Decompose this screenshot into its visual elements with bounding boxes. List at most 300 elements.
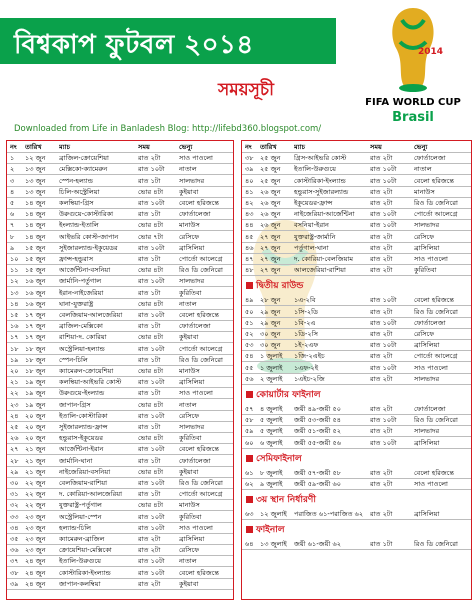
cell-col-3: রাত ১০টা xyxy=(138,165,165,174)
table-row xyxy=(7,265,233,276)
cell-col-4: ভেন্যু xyxy=(179,143,193,151)
cell-col-1: ২১ জুন xyxy=(25,456,46,465)
cell-col-4: মানাউস xyxy=(179,367,200,375)
table-row xyxy=(242,254,471,265)
cell-col-2: জয়ী ৫৫-জয়ী ৫৬ xyxy=(294,438,342,447)
cell-col-3: রাত ১০টা xyxy=(370,296,397,305)
table-row xyxy=(7,332,233,343)
cell-col-2: কলম্বিয়া-গ্রিস xyxy=(59,199,94,207)
svg-text:2014: 2014 xyxy=(418,47,444,57)
cell-col-0: ২৮ xyxy=(10,456,19,465)
cell-col-1: ৫ জুলাই xyxy=(260,416,283,425)
cell-col-0: ৩৭ xyxy=(10,557,19,566)
table-row xyxy=(242,232,471,243)
cell-col-2: জাপান-গ্রিস xyxy=(59,400,91,409)
cell-col-2: উরুগুয়ে-ইংল্যান্ড xyxy=(59,389,105,398)
cell-col-0: ১৩ xyxy=(10,288,19,297)
cell-col-1: ১৪ জুন xyxy=(25,232,46,241)
fifa-world-cup-logo xyxy=(358,2,468,126)
cell-col-1: ১৫ জুন xyxy=(25,255,46,263)
cell-col-0: ৩০ xyxy=(10,479,19,487)
cell-col-3: ভোর ৭টা xyxy=(138,232,164,241)
source-note: Downloaded from Life in Banladesh Blog: http://lifebd360.blogspot.com/ xyxy=(14,124,322,134)
cell-col-3: রাত ২টা xyxy=(370,154,393,163)
cell-col-0: ৩৫ xyxy=(10,535,19,543)
cell-col-2: ক্রোয়েশিয়া-মেক্সিকো xyxy=(59,546,112,555)
cell-col-4: রিও ডি জেনিরো xyxy=(414,416,458,425)
cell-col-4: সাও পাওলো xyxy=(414,255,448,263)
cell-col-4: ভেন্যু xyxy=(414,143,428,151)
cell-col-0: ৪৪ xyxy=(245,221,254,230)
cell-col-0: ৪৯ xyxy=(245,296,254,305)
cell-col-2: বেলজিয়াম-আলজেরিয়া xyxy=(59,311,123,319)
cell-col-1: ১৬ জুন xyxy=(25,288,46,297)
cell-col-2: ১বি-২এ xyxy=(294,318,316,327)
cell-col-3: রাত ১০টা xyxy=(138,378,165,387)
cell-col-3: রাত ১টা xyxy=(138,176,161,185)
cell-col-1: ২১ জুন xyxy=(25,445,46,454)
cell-col-0: ২৩ xyxy=(10,400,19,409)
cell-col-0: ২৯ xyxy=(10,467,19,476)
cell-col-3: রাত ২টা xyxy=(370,427,393,436)
cell-col-4: বেলো হরিজন্তে xyxy=(179,445,219,454)
cell-col-2: ইতালি-কোস্টারিকা xyxy=(59,411,108,420)
cell-col-4: ফোর্তালেজা xyxy=(414,405,446,413)
cell-col-4: ফোর্তালেজা xyxy=(179,210,211,219)
cell-col-3: রাত ২টা xyxy=(370,405,393,413)
cell-col-4: সাও পাওলো xyxy=(179,523,213,532)
cell-col-1: ১২ জুলাই xyxy=(260,510,287,519)
svg-text:FIFA WORLD CUP: FIFA WORLD CUP xyxy=(365,97,461,108)
table-row xyxy=(7,545,233,556)
cell-col-2: হন্ডুরাস-সুইজারল্যান্ড xyxy=(294,187,349,196)
cell-col-0: ৩৪ xyxy=(10,523,19,532)
table-row xyxy=(7,187,233,198)
table-row xyxy=(7,299,233,310)
cell-col-4: মানাউস xyxy=(414,187,435,196)
section-heading: ফাইনাল xyxy=(246,524,285,536)
cell-col-4: বেলো হরিজন্তে xyxy=(179,568,219,577)
cell-col-3: ভোর ৪টা xyxy=(138,333,164,342)
cell-col-2: স্পেন-চিলি xyxy=(59,355,88,364)
cell-col-0: ১৮ xyxy=(10,344,19,353)
cell-col-1: ২০ জুন xyxy=(25,411,46,420)
cell-col-3: রাত ২টা xyxy=(370,352,393,361)
table-row xyxy=(242,295,471,306)
cell-col-2: আইভরি কোস্ট-জাপান xyxy=(59,232,119,241)
cell-col-3: রাত ২টা xyxy=(138,154,161,163)
cell-col-4: বেলো হরিজন্তে xyxy=(179,199,219,207)
cell-col-1: ১৩ জুন xyxy=(25,165,46,174)
cell-col-0: ৭ xyxy=(10,221,15,230)
table-row xyxy=(242,307,471,318)
cell-col-0: ৬০ xyxy=(245,438,254,447)
cell-col-4: রিও ডি জেনিরো xyxy=(179,266,223,275)
cell-col-1: ৯ জুলাই xyxy=(260,480,283,488)
cell-col-4: সালভাদর xyxy=(179,423,205,431)
cell-col-2: রাশিয়া-দ. কোরিয়া xyxy=(59,333,107,342)
cell-col-0: ২৬ xyxy=(10,434,19,443)
cell-col-2: হল্যান্ড-চিলি xyxy=(59,523,92,532)
cell-col-2: ১এ-২বি xyxy=(294,296,316,305)
table-row xyxy=(7,310,233,321)
cell-col-2: দ. কোরিয়া-বেলজিয়াম xyxy=(294,255,354,263)
cell-col-2: ক্যামেরুন-ক্রোয়েশিয়া xyxy=(59,367,114,375)
table-row xyxy=(7,243,233,254)
cell-col-1: ২৪ জুন xyxy=(25,579,46,588)
table-row xyxy=(7,220,233,231)
svg-text:Brasil: Brasil xyxy=(392,110,434,125)
cell-col-3: রাত ২টা xyxy=(138,535,161,543)
cell-col-3: রাত ১টা xyxy=(138,456,161,465)
cell-col-2: ইতালি-উরুগুয়ে xyxy=(59,557,102,566)
cell-col-3: রাত ২টা xyxy=(370,266,393,275)
cell-col-0: ৩১ xyxy=(10,490,19,499)
cell-col-0: ৫৫ xyxy=(245,363,254,372)
cell-col-1: ২৪ জুন xyxy=(25,557,46,566)
cell-col-3: রাত ২টা xyxy=(370,374,393,383)
cell-col-1: ২৬ জুন xyxy=(260,199,281,207)
cell-col-4: কুরিতিবা xyxy=(179,288,202,297)
cell-col-3: ভোর ৪টা xyxy=(138,367,164,375)
cell-col-0: ৪ xyxy=(10,187,15,196)
cell-col-2: অস্ট্রেলিয়া-হল্যান্ড xyxy=(59,344,105,353)
cell-col-1: ১২ জুন xyxy=(25,154,46,163)
cell-col-4: বেলো হরিজন্তে xyxy=(414,468,454,477)
cell-col-1: ২৪ জুন xyxy=(25,568,46,577)
cell-col-3: রাত ১০টা xyxy=(138,344,165,353)
cell-col-3: রাত ১০টা xyxy=(370,416,397,425)
cell-col-4: সালভাদর xyxy=(414,374,440,383)
cell-col-2: আর্জেন্টিনা-ইরান xyxy=(59,445,104,454)
cell-col-3: রাত ১০টা xyxy=(138,557,165,566)
cell-col-3: রাত ১০টা xyxy=(370,438,397,447)
cell-col-2: ফ্রান্স-হন্ডুরাস xyxy=(59,255,94,263)
cell-col-4: নাতাল xyxy=(179,299,197,308)
table-row xyxy=(242,426,471,437)
cell-col-3: ভোর ৪টা xyxy=(138,187,164,196)
cell-col-3: রাত ২টা xyxy=(370,510,393,519)
cell-col-0: নং xyxy=(245,143,252,151)
cell-col-0: ৫৯ xyxy=(245,427,254,436)
table-row xyxy=(7,500,233,511)
table-row xyxy=(242,374,471,385)
cell-col-0: ২৪ xyxy=(10,411,19,420)
cell-col-4: কুইয়াবা xyxy=(179,187,199,196)
cell-col-1: ১৬ জুন xyxy=(25,277,46,286)
cell-col-2: জার্মানি-পর্তুগাল xyxy=(59,277,102,286)
cell-col-1: ২৫ জুন xyxy=(260,154,281,163)
cell-col-1: ২৩ জুন xyxy=(25,523,46,532)
cell-col-1: ১৪ জুন xyxy=(25,199,46,207)
table-row xyxy=(242,479,471,490)
cell-col-1: ১৭ জুন xyxy=(25,311,46,319)
cell-col-0: ৪১ xyxy=(245,187,254,196)
table-row xyxy=(7,344,233,355)
cell-col-2: ইরান-নাইজেরিয়া xyxy=(59,288,104,297)
cell-col-1: ১৯ জুন xyxy=(25,389,46,398)
table-row xyxy=(7,456,233,467)
cell-col-4: মানাউস xyxy=(179,221,200,230)
cell-col-0: ৪২ xyxy=(245,199,254,207)
table-row xyxy=(7,422,233,433)
cell-col-1: ১৩ জুন xyxy=(25,176,46,185)
cell-col-4: ফোর্তালেজা xyxy=(179,456,211,465)
cell-col-4: ব্রাসিলিয়া xyxy=(414,438,440,447)
cell-col-3: রাত ২টা xyxy=(370,468,393,477)
cell-col-4: রিও ডি জেনিরো xyxy=(414,199,458,207)
cell-col-0: ১৯ xyxy=(10,355,19,364)
cell-col-3: রাত ২টা xyxy=(370,187,393,196)
cell-col-2: বসনিয়া-ইরান xyxy=(294,221,329,230)
cell-col-2: সুইজারল্যান্ড-ইকুয়েডর xyxy=(59,243,118,252)
table-row xyxy=(7,355,233,366)
cell-col-2: আলজেরিয়া-রাশিয়া xyxy=(294,266,346,275)
cell-col-1: ২৫ জুন xyxy=(260,176,281,185)
table-row xyxy=(242,539,471,550)
cell-col-4: মানাউস xyxy=(179,501,200,510)
cell-col-3: রাত ১০টা xyxy=(370,176,397,185)
cell-col-4: ব্রাসিলিয়া xyxy=(179,378,205,387)
table-row xyxy=(7,276,233,287)
cell-col-4: বেলো হরিজন্তে xyxy=(414,296,454,305)
cell-col-2: অস্ট্রেলিয়া-স্পেন xyxy=(59,512,102,521)
cell-col-1: ২৭ জুন xyxy=(260,243,281,252)
cell-col-4: সালভাদর xyxy=(414,427,440,436)
cell-col-0: ১৫ xyxy=(10,311,19,319)
table-row xyxy=(7,489,233,500)
table-row xyxy=(7,400,233,411)
cell-col-3: ভোর ৪টা xyxy=(138,266,164,275)
table-row xyxy=(242,318,471,329)
cell-col-0: ২৫ xyxy=(10,423,19,431)
cell-col-1: ২৮ জুন xyxy=(260,296,281,305)
cell-col-2: ১জি-২এইচ xyxy=(294,352,325,361)
table-row xyxy=(7,288,233,299)
cell-col-0: ১২ xyxy=(10,277,19,286)
cell-col-1: ২৬ জুন xyxy=(260,221,281,230)
cell-col-1: ২৭ জুন xyxy=(260,232,281,241)
cell-col-3: রাত ১০টা xyxy=(138,568,165,577)
cell-col-4: কুইয়াবা xyxy=(179,467,199,476)
cell-col-3: রাত ১টা xyxy=(138,389,161,398)
cell-col-1: ২৭ জুন xyxy=(260,266,281,275)
title-banner xyxy=(0,18,336,64)
cell-col-1: ২৫ জুন xyxy=(260,165,281,174)
cell-col-3: রাত ১০টা xyxy=(138,311,165,319)
table-row xyxy=(7,377,233,388)
cell-col-2: ১ই-২এফ xyxy=(294,341,319,350)
cell-col-1: ১৯ জুন xyxy=(25,378,46,387)
cell-col-3: রাত ১টা xyxy=(138,355,161,364)
cell-col-1: ২১ জুন xyxy=(25,467,46,476)
cell-col-2: ইকুয়েডর-ফ্রান্স xyxy=(294,199,333,207)
cell-col-1: ১৬ জুন xyxy=(25,299,46,308)
cell-col-3: রাত ১টা xyxy=(138,490,161,499)
cell-col-2: ব্রাজিল-মেক্সিকো xyxy=(59,322,103,331)
cell-col-4: রেসিফে xyxy=(179,411,200,420)
cell-col-3: রাত ২টা xyxy=(138,579,161,588)
cell-col-2: ১ডি-২সি xyxy=(294,330,318,338)
cell-col-2: ১এইচ-২জি xyxy=(294,374,325,383)
cell-col-1: ৪ জুলাই xyxy=(260,405,283,413)
cell-col-0: ৫২ xyxy=(245,330,254,338)
table-row xyxy=(7,176,233,187)
cell-col-2: নাইজেরিয়া-বসনিয়া xyxy=(59,467,111,476)
cell-col-2: জয়ী ৫৩-জয়ী ৫৪ xyxy=(294,416,342,425)
table-row xyxy=(242,187,471,198)
cell-col-2: ক্যামেরুন-ব্রাজিল xyxy=(59,535,105,543)
table-header xyxy=(242,142,471,153)
table-row xyxy=(242,404,471,415)
cell-col-0: ৪০ xyxy=(245,176,254,185)
table-row xyxy=(7,209,233,220)
cell-col-1: ১৭ জুন xyxy=(25,333,46,342)
table-row xyxy=(7,534,233,545)
cell-col-3: রাত ২টা xyxy=(370,199,393,207)
table-row xyxy=(7,232,233,243)
right-schedule-table xyxy=(241,140,472,600)
cell-col-0: ৫৮ xyxy=(245,416,254,425)
table-row xyxy=(242,438,471,449)
cell-col-1: ২৩ জুন xyxy=(25,546,46,555)
cell-col-2: জয়ী ৫৯-জয়ী ৬০ xyxy=(294,480,342,488)
cell-col-0: ২২ xyxy=(10,389,19,398)
cell-col-1: ৩০ জুন xyxy=(260,330,281,338)
cell-col-1: ১৯ জুন xyxy=(25,400,46,409)
table-row xyxy=(7,523,233,534)
cell-col-3: রাত ১০টা xyxy=(138,512,165,521)
cell-col-1: ১৪ জুন xyxy=(25,210,46,219)
cell-col-3: রাত ১০টা xyxy=(370,165,397,174)
page-subtitle: সময়সূচী xyxy=(218,80,274,100)
cell-col-0: ৩৮ xyxy=(10,568,19,577)
cell-col-4: পোর্তো আলেগ্রে xyxy=(414,210,458,219)
table-row xyxy=(7,411,233,422)
cell-col-4: সালভাদর xyxy=(179,277,205,286)
table-row xyxy=(7,433,233,444)
cell-col-1: ২৩ জুন xyxy=(25,512,46,521)
cell-col-3: ভোর ৪টা xyxy=(138,221,164,230)
cell-col-0: ৬৩ xyxy=(245,510,254,519)
cell-col-4: বেলো হরিজন্তে xyxy=(414,176,454,185)
cell-col-3: রাত ১০টা xyxy=(138,411,165,420)
table-row xyxy=(242,363,471,374)
cell-col-4: নাতাল xyxy=(414,165,432,174)
table-row xyxy=(7,366,233,377)
cell-col-4: রিও ডি জেনিরো xyxy=(179,355,223,364)
table-row xyxy=(7,388,233,399)
cell-col-1: ১ জুলাই xyxy=(260,363,283,372)
cell-col-1: ২ জুলাই xyxy=(260,374,283,383)
section-heading: ৩য় স্থান নির্ধারণী xyxy=(246,494,316,506)
cell-col-4: কুরিতিবা xyxy=(179,512,202,521)
cell-col-4: সাও পাওলো xyxy=(179,154,213,163)
table-row xyxy=(242,164,471,175)
cell-col-0: ৪৬ xyxy=(245,243,254,252)
cell-col-4: ব্রাসিলিয়া xyxy=(179,243,205,252)
cell-col-2: হন্ডুরাস-ইকুয়েডর xyxy=(59,434,104,443)
cell-col-4: রেসিফে xyxy=(179,232,200,241)
cell-col-3: রাত ১টা xyxy=(138,210,161,219)
cell-col-0: ৫ xyxy=(10,199,15,207)
cell-col-0: ৫৪ xyxy=(245,352,254,361)
cell-col-4: রিও ডি জেনিরো xyxy=(179,479,223,487)
cell-col-1: ১৮ জুন xyxy=(25,367,46,375)
cell-col-2: কোস্টারিকা-ইংল্যান্ড xyxy=(59,568,111,577)
cell-col-0: ৫০ xyxy=(245,307,254,316)
cell-col-1: ৬ জুলাই xyxy=(260,438,283,447)
cell-col-2: জয়ী ৬১-জয়ী ৬২ xyxy=(294,540,342,549)
cell-col-2: কোস্টারিকা-ইংল্যান্ড xyxy=(294,176,346,185)
table-row xyxy=(7,444,233,455)
cell-col-0: ১৪ xyxy=(10,299,19,308)
cell-col-2: ম্যাচ xyxy=(59,143,71,151)
cell-col-0: নং xyxy=(10,143,17,151)
table-row xyxy=(242,243,471,254)
cell-col-4: রেসিফে xyxy=(414,232,435,241)
cell-col-4: পোর্তো আলেগ্রে xyxy=(179,344,223,353)
cell-col-3: রাত ১০টা xyxy=(138,523,165,532)
table-row xyxy=(7,467,233,478)
cell-col-4: সাও পাওলো xyxy=(414,363,448,372)
cell-col-2: সুইজারল্যান্ড-ফ্রান্স xyxy=(59,423,108,431)
cell-col-0: ৫১ xyxy=(245,318,254,327)
table-row xyxy=(242,351,471,362)
table-row xyxy=(242,340,471,351)
cell-col-0: ৫৩ xyxy=(245,341,254,350)
cell-col-0: ৬৪ xyxy=(245,540,254,549)
cell-col-1: ২২ জুন xyxy=(25,490,46,499)
table-row xyxy=(242,329,471,340)
cell-col-0: ৬১ xyxy=(245,468,254,477)
table-header xyxy=(7,142,233,153)
cell-col-4: কুইয়াবা xyxy=(179,333,199,342)
cell-col-3: সময় xyxy=(138,143,150,151)
table-row xyxy=(7,321,233,332)
cell-col-1: ২০ জুন xyxy=(25,423,46,431)
cell-col-4: পোর্তো আলেগ্রে xyxy=(414,352,458,361)
cell-col-4: কুইয়াবা xyxy=(179,579,199,588)
cell-col-3: রাত ১০টা xyxy=(370,341,397,350)
cell-col-1: ২৭ জুন xyxy=(260,255,281,263)
cell-col-3: রাত ২টা xyxy=(370,307,393,316)
cell-col-3: সময় xyxy=(370,143,382,151)
cell-col-2: আর্জেন্টিনা-বসনিয়া xyxy=(59,266,111,275)
cell-col-0: ৩৬ xyxy=(10,546,19,555)
cell-col-0: ২০ xyxy=(10,367,19,375)
left-schedule-table xyxy=(6,140,234,600)
cell-col-0: ৪৭ xyxy=(245,255,254,263)
cell-col-1: ২৩ জুন xyxy=(25,535,46,543)
cell-col-4: ব্রাসিলিয়া xyxy=(179,535,205,543)
cell-col-0: ৪৫ xyxy=(245,232,254,241)
cell-col-3: রাত ২টা xyxy=(370,243,393,252)
cell-col-1: ৫ জুলাই xyxy=(260,427,283,436)
table-row xyxy=(242,209,471,220)
cell-col-4: ব্রাসিলিয়া xyxy=(414,341,440,350)
table-row xyxy=(242,509,471,520)
cell-col-4: নাতাল xyxy=(179,400,197,409)
cell-col-3: রাত ১টা xyxy=(138,288,161,297)
cell-col-4: রেসিফে xyxy=(414,330,435,338)
cell-col-2: ইংল্যান্ড-ইতালি xyxy=(59,221,99,230)
cell-col-1: ২০ জুন xyxy=(25,434,46,443)
cell-col-0: ১১ xyxy=(10,266,19,275)
cell-col-2: মেক্সিকো-ক্যামেরুন xyxy=(59,165,108,174)
cell-col-3: রাত ১০টা xyxy=(138,445,165,454)
cell-col-3: রাত ২টা xyxy=(370,480,393,488)
